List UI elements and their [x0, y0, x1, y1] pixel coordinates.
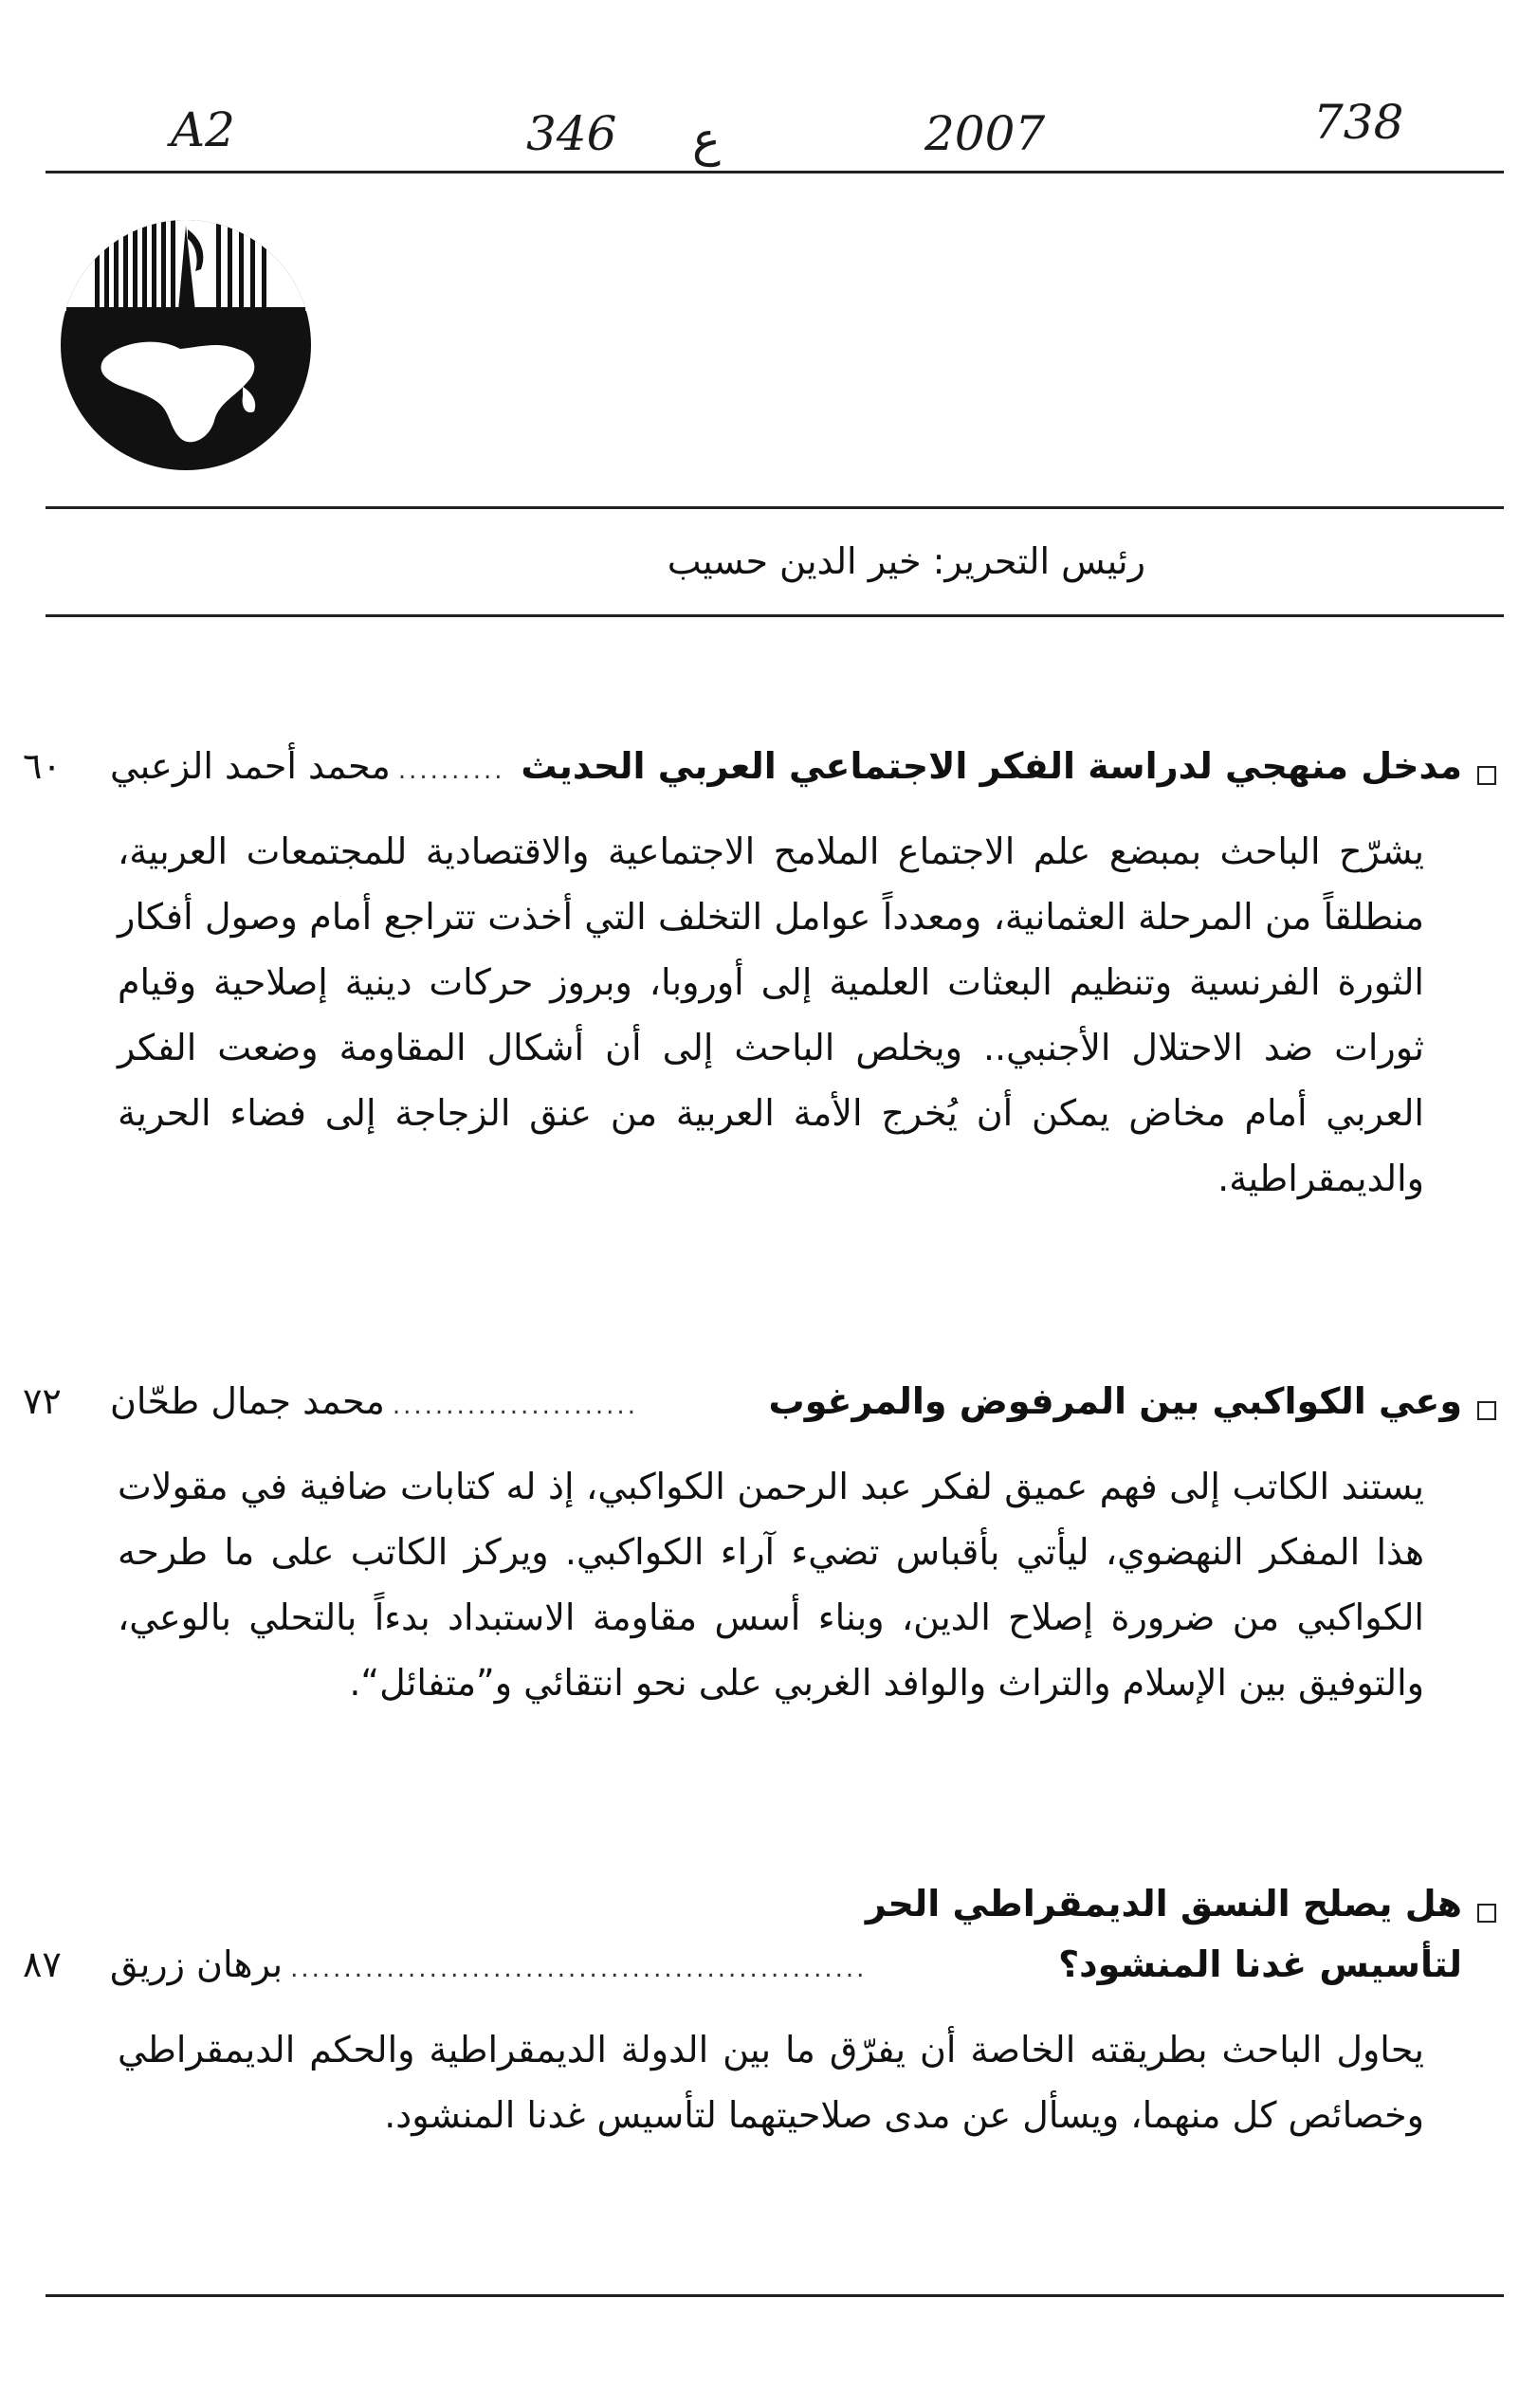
handwritten-letter: ع — [692, 112, 721, 167]
article-author: محمد أحمد الزعبي — [110, 745, 391, 787]
article-title-line — [23, 745, 1496, 806]
leader-dots: ....................... — [392, 1392, 638, 1420]
article-1 — [23, 745, 1496, 1212]
checkbox-bullet-icon — [1477, 766, 1496, 785]
article-summary: يستند الكاتب إلى فهم عميق لفكر عبد الرحمن الكواكبي، إذ له كتابات ضافية في مقولات هذا المفكر النهضوي، ليأتي بأقباس تضيء آراء الكواكبي. ويركز الكاتب على ما طرحه الكواكبي من ضرورة إصلاح الدين، وبناء أسس مقاومة الاستبداد بدءاً بالتحلي بالوعي، والتوفيق بين الإسلام والتراث والوافد الغربي على نحو انتقائي و”متفائل“. — [118, 1466, 1424, 1704]
article-title: هل يصلح النسق الديمقراطي الحر — [865, 1883, 1462, 1925]
article-title: مدخل منهجي لدراسة الفكر الاجتماعي العربي الحديث — [521, 745, 1462, 787]
masthead-top-rule — [46, 506, 1504, 509]
article-summary: يشرّح الباحث بمبضع علم الاجتماع الملامح الاجتماعية والاقتصادية للمجتمعات العربية، منطلقاً من المرحلة العثمانية، ومعدداً عوامل التخلف التي أخذت تتراجع أمام وصول أفكار الثورة الفرنسية وتنظيم البعثات العلمية إلى أوروبا، وبروز حركات دينية إصلاحية وقيام ثورات ضد الاحتلال الأجنبي.. ويخلص الباحث إلى أن أشكال المقاومة وضعت الفكر العربي أمام مخاض يمكن أن يُخرج الأمة العربية من عنق الزجاجة إلى فضاء الحرية والديمقراطية. — [118, 830, 1424, 1199]
article-title-line-2 — [23, 1943, 1496, 2004]
leader-dots: .......... — [397, 757, 505, 785]
handwritten-volume: 738 — [1313, 95, 1404, 150]
editor-name: خير الدين حسيب — [667, 540, 922, 582]
handwritten-code: A2 — [171, 102, 235, 157]
article-author: برهان زريق — [110, 1943, 284, 1985]
masthead-bottom-rule — [46, 614, 1504, 617]
logo-emblem — [57, 216, 315, 474]
editor-credit — [46, 540, 1145, 582]
article-page-number: ٦٠ — [23, 745, 62, 787]
article-author: محمد جمال طحّان — [110, 1380, 385, 1422]
article-summary: يحاول الباحث بطريقته الخاصة أن يفرّق ما بين الدولة الديمقراطية والحكم الديمقراطي وخصائص كل منهما، ويسأل عن مدى صلاحيتهما لتأسيس غدنا المنشود. — [118, 2029, 1424, 2136]
bottom-rule — [46, 2294, 1504, 2297]
article-title-line — [23, 1883, 1496, 1943]
editor-label: رئيس التحرير: — [932, 540, 1145, 582]
checkbox-bullet-icon — [1477, 1401, 1496, 1420]
article-page-number: ٧٢ — [23, 1380, 62, 1422]
handwritten-year: 2007 — [924, 106, 1046, 161]
article-title: وعي الكواكبي بين المرفوض والمرغوب — [768, 1380, 1462, 1422]
article-3 — [23, 1883, 1496, 2148]
top-rule — [46, 171, 1504, 173]
handwritten-number: 346 — [526, 106, 617, 161]
checkbox-bullet-icon — [1477, 1904, 1496, 1923]
article-title-continued: لتأسيس غدنا المنشود؟ — [1058, 1943, 1462, 1985]
article-2 — [23, 1380, 1496, 1716]
article-page-number: ٨٧ — [23, 1943, 62, 1985]
leader-dots: ...................................................... — [290, 1955, 868, 1983]
publisher-logo — [57, 216, 315, 474]
article-title-line — [23, 1380, 1496, 1441]
